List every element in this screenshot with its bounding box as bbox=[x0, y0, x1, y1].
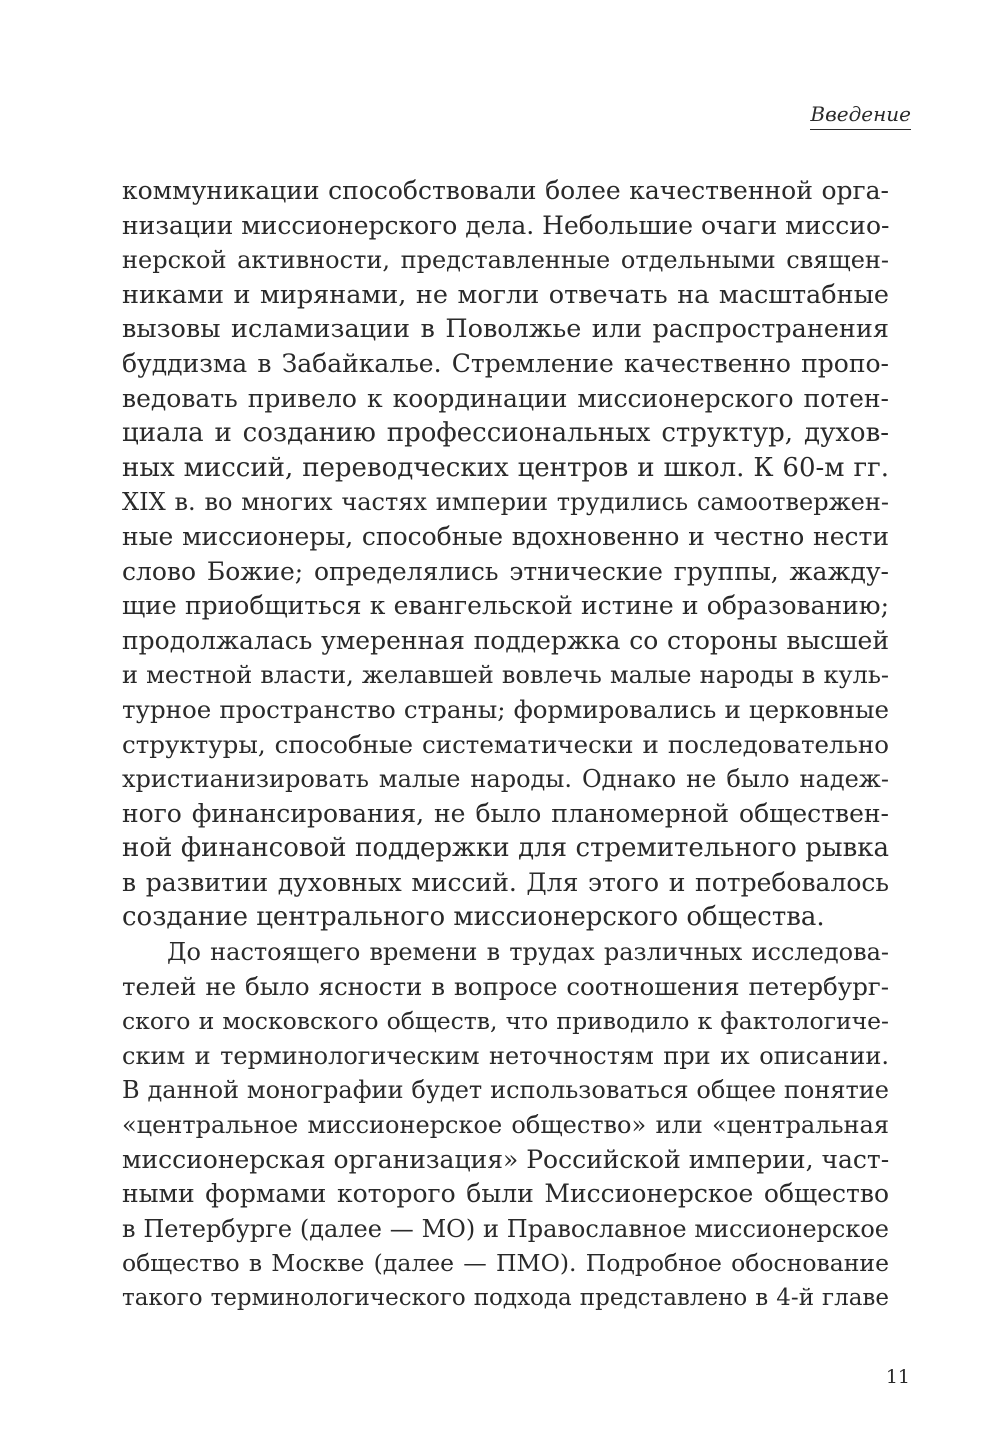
text-line: ными формами которого были Миссионерское общество bbox=[122, 1179, 889, 1209]
body-text bbox=[122, 174, 889, 1316]
text-line: буддизма в Забайкалье. Стремление качественно пропо- bbox=[122, 348, 889, 378]
paragraph-1 bbox=[122, 174, 889, 935]
text-line: XIX в. во многих частях империи трудились самоотвержен- bbox=[122, 488, 889, 517]
text-line: нерской активности, представленные отдельными священ- bbox=[122, 246, 889, 275]
paragraph-2 bbox=[122, 935, 889, 1316]
text-line: циала и созданию профессиональных структур, духов- bbox=[122, 418, 889, 449]
text-line: В данной монографии будет использоваться общее понятие bbox=[122, 1076, 889, 1105]
text-line: ной финансовой поддержки для стремительного рывка bbox=[122, 833, 889, 864]
text-line: создание центрального миссионерского общества. bbox=[122, 902, 825, 933]
text-line: структуры, способные систематически и последовательно bbox=[122, 729, 889, 759]
text-line: ного финансирования, не было планомерной обществен- bbox=[122, 798, 889, 828]
text-line: вызовы исламизации в Поволжье или распространения bbox=[122, 314, 889, 345]
text-line: До настоящего времени в трудах различных исследова- bbox=[167, 938, 889, 967]
text-line: такого терминологического подхода представлено в 4-й главе bbox=[122, 1285, 889, 1311]
text-line: ные миссионеры, способные вдохновенно и честно нести bbox=[122, 521, 889, 551]
text-line: ским и терминологическим неточностям при их описании. bbox=[122, 1041, 889, 1070]
text-line: «центральное миссионерское общество» или «центральная bbox=[122, 1111, 889, 1140]
text-line: христианизировать малые народы. Однако не было надеж- bbox=[122, 765, 889, 794]
text-line: ных миссий, переводческих центров и школ. К 60-м гг. bbox=[122, 452, 889, 483]
text-line: продолжалась умеренная поддержка со стороны высшей bbox=[122, 625, 889, 655]
text-line: щие приобщиться к евангельской истине и образованию; bbox=[122, 591, 889, 621]
text-line: никами и мирянами, не могли отвечать на масштабные bbox=[122, 279, 889, 310]
text-line: в Петербурге (далее — МО) и Православное миссионерское bbox=[122, 1214, 889, 1243]
text-line: коммуникации способствовали более качественной орга- bbox=[122, 176, 889, 205]
text-line: турное пространство страны; формировались и церковные bbox=[122, 694, 889, 724]
text-line: слово Божие; определялись этнические группы, жажду- bbox=[122, 556, 889, 586]
text-line: ведовать привело к координации миссионерского потен- bbox=[122, 383, 889, 413]
text-line: низации миссионерского дела. Небольшие очаги миссио- bbox=[122, 210, 890, 240]
text-line: и местной власти, желавшей вовлечь малые народы в куль- bbox=[122, 661, 889, 690]
running-head: Введение bbox=[810, 100, 911, 130]
text-line: общество в Москве (далее — ПМО). Подробное обоснование bbox=[122, 1249, 889, 1278]
text-line: ского и московского обществ, что приводило к фактологиче- bbox=[122, 1007, 889, 1036]
text-line: телей не было ясности в вопросе соотношения петербург- bbox=[122, 971, 889, 1001]
text-line: в развитии духовных миссий. Для этого и потребовалось bbox=[122, 867, 889, 897]
page-number: 11 bbox=[885, 1366, 910, 1388]
text-line: миссионерская организация» Российской империи, част- bbox=[122, 1144, 890, 1174]
